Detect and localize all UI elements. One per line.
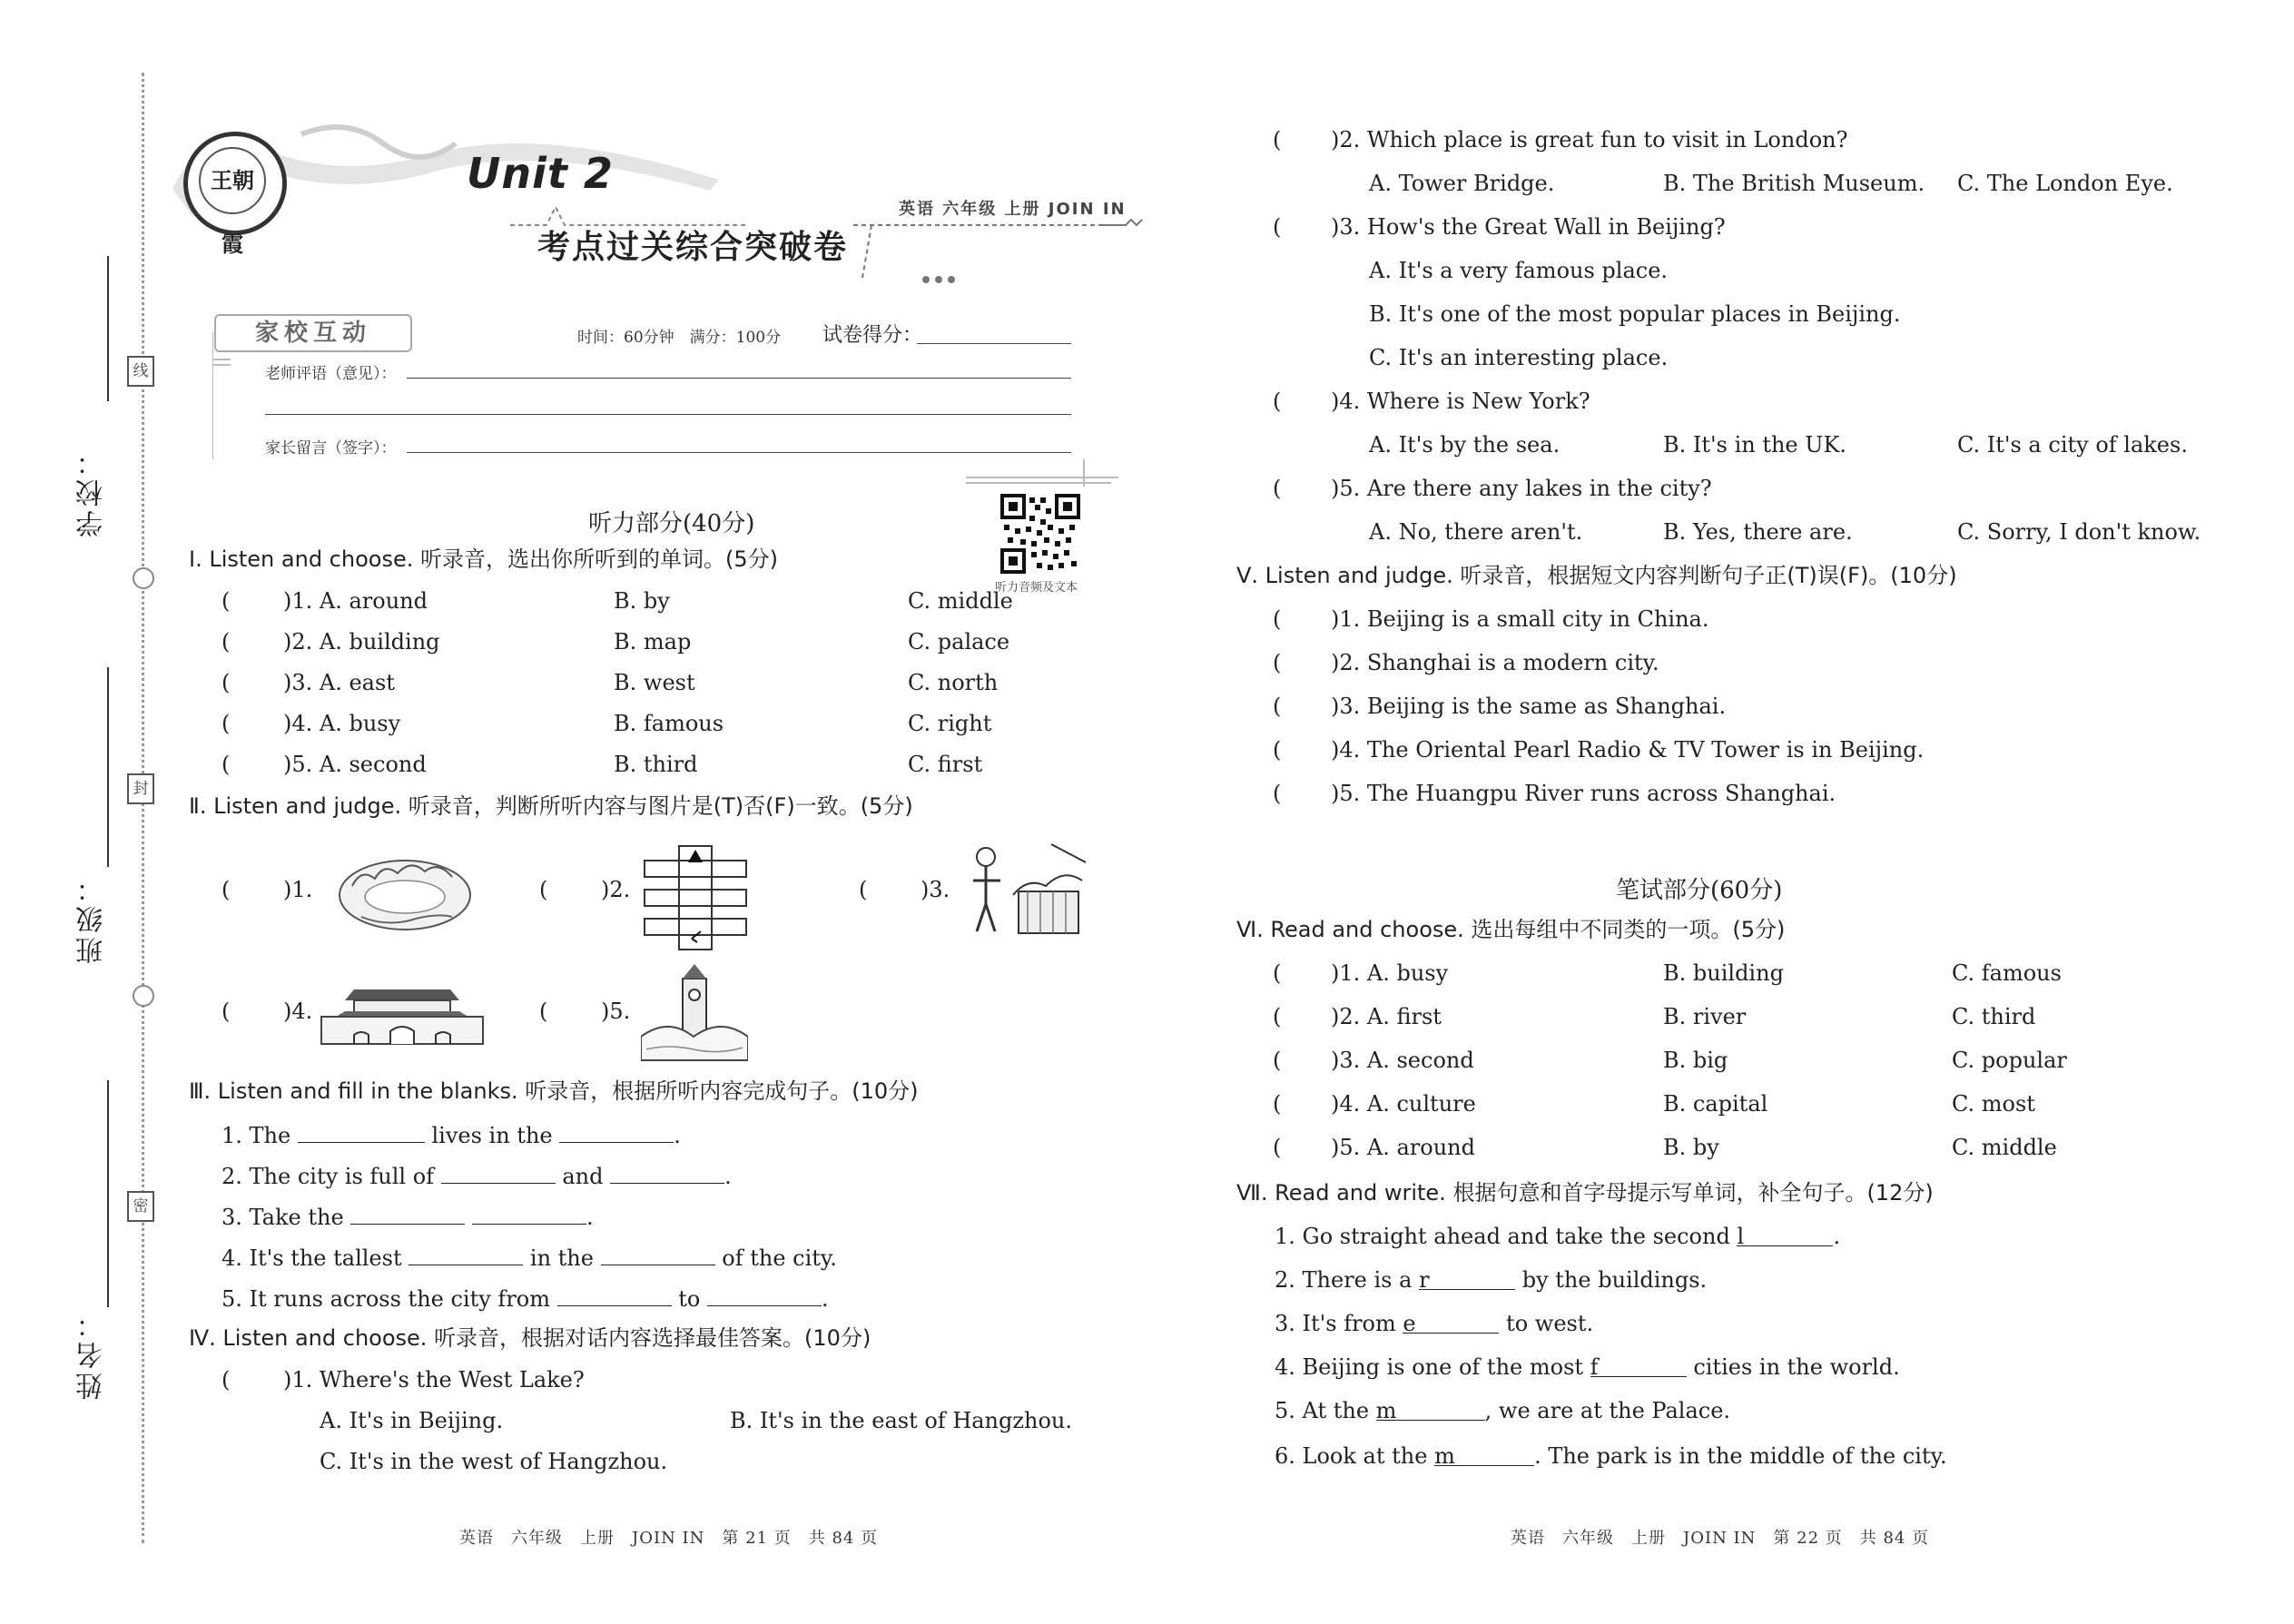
class-underline	[107, 667, 109, 867]
s3-l5-blank-2[interactable]	[707, 1285, 822, 1306]
s4-q1-b: B. It's in the east of Hangzhou.	[730, 1408, 1073, 1433]
s4-q4-a: A. It's by the sea.	[1369, 432, 1561, 458]
answer-paren-open: (	[1273, 650, 1282, 675]
s7-l6-blank[interactable]	[1434, 1443, 1534, 1469]
s7-l3-hint: e	[1403, 1311, 1416, 1336]
s5-title: Ⅴ. Listen and judge. 听录音，根据短文内容判断句子正(T)误(F)。(10分)	[1236, 563, 1957, 588]
s4-q5-c: C. Sorry, I don't know.	[1957, 519, 2201, 545]
s5-item-3: )3. Beijing is the same as Shanghai.	[1331, 694, 1727, 719]
listening-heading: 听力部分(40分)	[588, 510, 755, 537]
s1-q3-c: C. north	[908, 670, 999, 695]
qr-caption: 听力音频及文本	[995, 581, 1078, 595]
s7-l3-blank[interactable]	[1403, 1313, 1499, 1334]
s3-line-2	[222, 1163, 732, 1187]
s3-line-5	[222, 1285, 829, 1310]
qr-code-icon[interactable]	[1000, 494, 1080, 574]
s3-l2-text-a: 2. The city is full of	[222, 1164, 435, 1189]
s4-q1: )1. Where's the West Lake?	[283, 1367, 585, 1393]
s7-l5-text-b: , we are at the Palace.	[1484, 1398, 1731, 1423]
school-underline	[107, 256, 109, 401]
s7-line-1	[1275, 1225, 1840, 1247]
answer-paren-open: (	[1273, 1135, 1282, 1160]
margin-tag-secret: 密	[127, 1191, 154, 1222]
s1-q1-c: C. middle	[908, 588, 1013, 614]
s3-l4-end: of the city.	[722, 1245, 837, 1271]
answer-paren-open: (	[539, 877, 548, 902]
s6-q1-a: )1. A. busy	[1331, 960, 1449, 986]
s3-l2-end: .	[724, 1164, 732, 1189]
s4-title: Ⅳ. Listen and choose. 听录音，根据对话内容选择最佳答案。(10分)	[189, 1325, 871, 1351]
s3-l4-text-a: 4. It's the tallest	[222, 1245, 402, 1271]
s3-l5-blank-1[interactable]	[557, 1285, 672, 1306]
answer-paren-open: (	[222, 670, 231, 695]
s4-q2-a: A. Tower Bridge.	[1369, 171, 1555, 196]
answer-paren-open: (	[1273, 737, 1282, 763]
answer-paren-open: (	[222, 1367, 231, 1393]
s7-l1-hint: l	[1737, 1224, 1745, 1249]
s4-q5-a: A. No, there aren't.	[1369, 519, 1583, 545]
teacher-comment-label: 老师评语（意见）：	[265, 365, 397, 383]
s3-l3-text-a: 3. Take the	[222, 1205, 344, 1230]
s3-l1-blank-1[interactable]	[298, 1122, 425, 1143]
paper-subtitle: 考点过关综合突破卷	[537, 228, 849, 266]
s4-q5-b: B. Yes, there are.	[1663, 519, 1853, 545]
s7-l4-text-a: 4. Beijing is one of the most	[1275, 1354, 1584, 1380]
s6-q3-b: B. big	[1663, 1048, 1728, 1073]
unit-title: Unit 2	[467, 149, 614, 198]
s1-q3-a: )3. A. east	[283, 670, 395, 695]
s4-q3-b: B. It's one of the most popular places in Beijing.	[1369, 301, 1901, 327]
s3-line-4	[222, 1245, 837, 1269]
s3-line-1	[222, 1122, 681, 1147]
class-label: 班级：	[76, 871, 108, 964]
s1-q4-c: C. right	[908, 711, 992, 736]
maze-map-picture	[641, 844, 750, 951]
s2-item-2: )2.	[601, 877, 631, 902]
s7-l3-text-a: 3. It's from	[1275, 1311, 1396, 1336]
book-info: 英语 六年级 上册 JOIN IN	[899, 200, 1127, 219]
s7-l5-hint: m	[1375, 1398, 1397, 1423]
lake-picture	[334, 850, 476, 937]
s3-l1-end: .	[674, 1123, 681, 1148]
s6-q4-c: C. most	[1952, 1091, 2035, 1117]
s7-line-4	[1275, 1356, 1900, 1378]
s1-q3-b: B. west	[614, 670, 695, 695]
s7-l6-text-a: 6. Look at the	[1275, 1443, 1428, 1469]
s2-item-1: )1.	[283, 877, 313, 902]
s7-l2-text-a: 2. There is a	[1275, 1267, 1413, 1293]
answer-paren-open: (	[1273, 1004, 1282, 1029]
s3-l5-text-a: 5. It runs across the city from	[222, 1286, 550, 1312]
s1-q2-b: B. map	[614, 629, 692, 655]
s4-q1-a: A. It's in Beijing.	[320, 1408, 504, 1433]
answer-paren-open: (	[222, 877, 231, 902]
header-dashed-divider	[853, 214, 1162, 287]
comment-box-frame	[212, 305, 1118, 487]
s6-q4-b: B. capital	[1663, 1091, 1768, 1117]
s7-l3-text-b: to west.	[1506, 1311, 1594, 1336]
s3-l3-end: .	[586, 1205, 594, 1230]
s7-l4-hint: f	[1590, 1354, 1599, 1380]
binding-hole-icon	[133, 985, 154, 1007]
home-school-box: 家校互动	[214, 314, 412, 352]
s3-l5-end: .	[822, 1286, 829, 1312]
parent-comment-label: 家长留言（签字）：	[265, 439, 397, 458]
s1-q4-a: )4. A. busy	[283, 711, 401, 736]
s3-l4-blank-1[interactable]	[409, 1245, 523, 1265]
s3-l2-blank-1[interactable]	[441, 1163, 556, 1184]
s3-l2-blank-2[interactable]	[610, 1163, 724, 1184]
s3-l1-blank-2[interactable]	[559, 1122, 674, 1143]
s6-title: Ⅵ. Read and choose. 选出每组中不同类的一项。(5分)	[1236, 917, 1786, 942]
s7-l2-text-b: by the buildings.	[1521, 1267, 1708, 1293]
score-label: 试卷得分：	[822, 324, 923, 347]
s3-l4-blank-2[interactable]	[601, 1245, 715, 1265]
s4-q2-b: B. The British Museum.	[1663, 171, 1925, 196]
s1-q5-a: )5. A. second	[283, 752, 427, 777]
answer-paren-open: (	[222, 711, 231, 736]
s7-l5-blank[interactable]	[1376, 1400, 1485, 1421]
s4-q1-c: C. It's in the west of Hangzhou.	[320, 1449, 668, 1474]
s7-l4-text-b: cities in the world.	[1693, 1354, 1900, 1380]
s7-line-3	[1275, 1313, 1593, 1334]
answer-paren-open: (	[1273, 1091, 1282, 1117]
s6-q5-a: )5. A. around	[1331, 1135, 1475, 1160]
s7-l6-hint: m	[1434, 1443, 1455, 1469]
publisher-logo	[183, 132, 287, 257]
s6-q1-c: C. famous	[1952, 960, 2062, 986]
time-score: 时间：60分钟 满分：100分	[577, 329, 782, 347]
s1-q2-c: C. palace	[908, 629, 1010, 655]
s5-item-2: )2. Shanghai is a modern city.	[1331, 650, 1659, 675]
s6-q3-c: C. popular	[1952, 1048, 2067, 1073]
answer-paren-open: (	[539, 999, 548, 1024]
tower-picture	[641, 962, 748, 1062]
tiananmen-picture	[318, 980, 487, 1049]
s1-q5-c: C. first	[908, 752, 983, 777]
s1-title: Ⅰ. Listen and choose. 听录音，选出你所听到的单词。(5分)	[189, 546, 778, 572]
s4-q4: )4. Where is New York?	[1331, 389, 1590, 414]
answer-paren-open: (	[1273, 389, 1282, 414]
s7-title: Ⅶ. Read and write. 根据句意和首字母提示写单词，补全句子。(12分)	[1236, 1180, 1934, 1206]
answer-paren-open: (	[222, 999, 231, 1024]
footer-right: 英语 六年级 上册 JOIN IN 第 22 页 共 84 页	[1511, 1529, 1930, 1548]
s6-q2-b: B. river	[1663, 1004, 1747, 1029]
answer-paren-open: (	[222, 588, 231, 614]
s1-q1-a: )1. A. around	[283, 588, 428, 614]
answer-paren-open: (	[1273, 214, 1282, 240]
s7-l2-hint: r	[1419, 1267, 1430, 1293]
s6-q5-c: C. middle	[1952, 1135, 2057, 1160]
s4-q3: )3. How's the Great Wall in Beijing?	[1331, 214, 1726, 240]
answer-paren-open: (	[1273, 960, 1282, 986]
binding-dotted-line	[142, 73, 144, 1543]
binding-hole-icon	[133, 567, 154, 589]
school-label: 学校：	[76, 445, 108, 537]
answer-paren-open: (	[1273, 694, 1282, 719]
name-underline	[107, 1080, 109, 1307]
s6-q5-b: B. by	[1663, 1135, 1719, 1160]
s4-q4-b: B. It's in the UK.	[1663, 432, 1847, 458]
s7-l6-text-b: . The park is in the middle of the city.	[1534, 1443, 1947, 1469]
s7-line-2	[1275, 1269, 1707, 1291]
s4-q2: )2. Which place is great fun to visit in London?	[1331, 127, 1848, 153]
s6-q2-c: C. third	[1952, 1004, 2036, 1029]
s2-item-5: )5.	[601, 999, 631, 1024]
margin-tag-seal: 封	[127, 773, 154, 804]
s3-l3-blank-1[interactable]	[350, 1204, 465, 1225]
answer-paren-open: (	[1273, 606, 1282, 632]
answer-paren-open: (	[1273, 127, 1282, 153]
s6-q2-a: )2. A. first	[1331, 1004, 1442, 1029]
s3-l4-text-b: in the	[529, 1245, 594, 1271]
s1-q1-b: B. by	[614, 588, 670, 614]
s4-q5: )5. Are there any lakes in the city?	[1331, 476, 1712, 501]
s7-l5-text-a: 5. At the	[1275, 1398, 1370, 1423]
s6-q3-a: )3. A. second	[1331, 1048, 1474, 1073]
answer-paren-open: (	[222, 752, 231, 777]
s7-l1-text: 1. Go straight ahead and take the second	[1275, 1224, 1730, 1249]
s4-q3-c: C. It's an interesting place.	[1369, 345, 1669, 370]
s3-l1-text-a: 1. The	[222, 1123, 291, 1148]
s3-l3-blank-2[interactable]	[472, 1204, 586, 1225]
s4-q3-a: A. It's a very famous place.	[1369, 258, 1669, 283]
s3-l2-text-b: and	[562, 1164, 604, 1189]
s2-item-4: )4.	[283, 999, 313, 1024]
answer-paren-open: (	[1273, 781, 1282, 806]
answer-paren-open: (	[859, 877, 868, 902]
answer-paren-open: (	[1273, 476, 1282, 501]
s5-item-4: )4. The Oriental Pearl Radio & TV Tower is in Beijing.	[1331, 737, 1925, 763]
s1-q2-a: )2. A. building	[283, 629, 440, 655]
writing-heading: 笔试部分(60分)	[1616, 877, 1783, 904]
s7-l1-blank[interactable]	[1737, 1224, 1833, 1249]
margin-tag-line: 线	[127, 356, 154, 387]
s3-l1-text-b: lives in the	[431, 1123, 553, 1148]
s7-l1-end: .	[1833, 1224, 1841, 1249]
s1-q4-b: B. famous	[614, 711, 724, 736]
s6-q1-b: B. building	[1663, 960, 1784, 986]
s5-item-5: )5. The Huangpu River runs across Shanghai.	[1331, 781, 1836, 806]
s7-l4-blank[interactable]	[1590, 1354, 1687, 1380]
answer-paren-open: (	[222, 629, 231, 655]
tourists-picture	[964, 841, 1088, 940]
s6-q4-a: )4. A. culture	[1331, 1091, 1476, 1117]
s5-item-1: )1. Beijing is a small city in China.	[1331, 606, 1709, 632]
logo-text: 王朝霞	[199, 147, 266, 214]
s4-q2-c: C. The London Eye.	[1957, 171, 2173, 196]
footer-left: 英语 六年级 上册 JOIN IN 第 21 页 共 84 页	[459, 1529, 879, 1548]
s4-q4-c: C. It's a city of lakes.	[1957, 432, 2188, 458]
s2-item-3: )3.	[921, 877, 950, 902]
answer-paren-open: (	[1273, 1048, 1282, 1073]
s1-q5-b: B. third	[614, 752, 698, 777]
name-label: 姓名：	[76, 1307, 108, 1400]
s7-line-5	[1275, 1400, 1730, 1422]
s3-l5-text-b: to	[678, 1286, 701, 1312]
s2-title: Ⅱ. Listen and judge. 听录音，判断所听内容与图片是(T)否(F)一致。(5分)	[189, 793, 913, 819]
s3-line-3	[222, 1204, 594, 1228]
s7-line-6	[1275, 1445, 1947, 1467]
s3-title: Ⅲ. Listen and fill in the blanks. 听录音，根据所听内容完成句子。(10分)	[189, 1078, 919, 1104]
s7-l2-blank[interactable]	[1419, 1267, 1515, 1293]
